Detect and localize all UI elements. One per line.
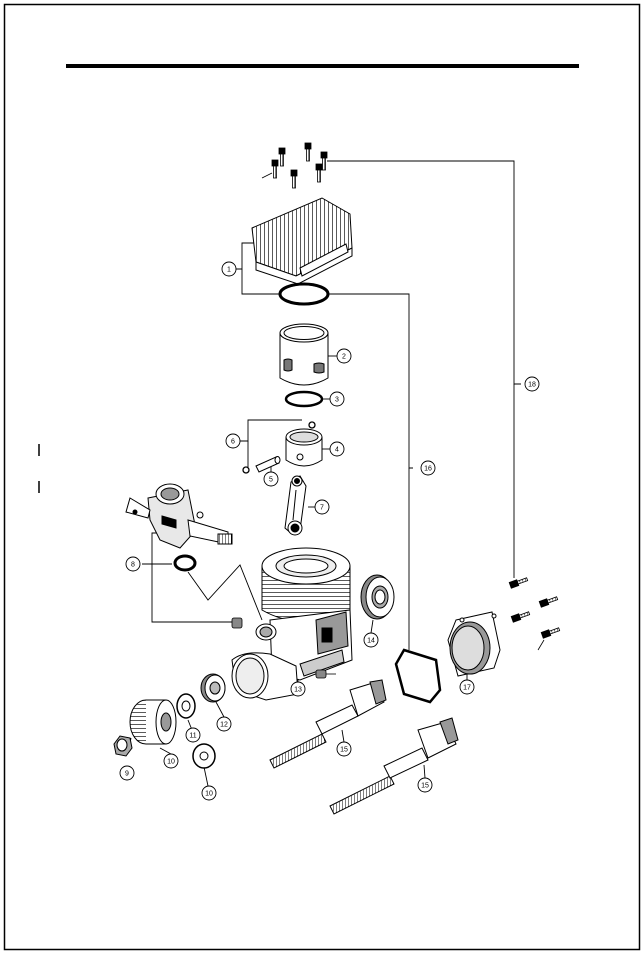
callout-c2 [337, 349, 351, 363]
carburetor [126, 484, 232, 548]
callout-number: 6 [231, 438, 235, 446]
callout-c17 [460, 680, 474, 694]
prop-nut [114, 736, 132, 756]
callout-number: 1 [227, 266, 231, 274]
callout-c3 [330, 392, 344, 406]
callout-c11 [186, 728, 200, 742]
callout-number: 17 [463, 684, 471, 692]
carb-o-ring [175, 556, 195, 570]
page-border [5, 5, 640, 950]
callout-number: 8 [131, 561, 135, 569]
callout-c10b [202, 786, 216, 800]
callout-number: 15 [421, 782, 429, 790]
callout-number: 10 [167, 758, 175, 766]
rear-gasket [396, 650, 440, 702]
callout-c5 [264, 472, 278, 486]
callout-c10a [164, 754, 178, 768]
drive-hub [130, 700, 176, 744]
callout-number: 15 [340, 746, 348, 754]
callout-c14 [364, 633, 378, 647]
callout-number: 18 [528, 381, 536, 389]
callout-c1 [222, 262, 236, 276]
crankshaft-b [330, 718, 458, 814]
piston-pin [256, 457, 280, 473]
thrust-washer [177, 694, 195, 718]
callout-number: 5 [269, 476, 273, 484]
callout-c13 [291, 682, 305, 696]
callout-number: 14 [367, 637, 375, 645]
circlip-top [309, 422, 315, 428]
callout-c12 [217, 717, 231, 731]
callout-c7 [315, 500, 329, 514]
callout-number: 2 [342, 353, 346, 361]
callout-c9 [120, 766, 134, 780]
callout-number: 9 [125, 770, 129, 778]
callout-number: 13 [294, 686, 302, 694]
callout-number: 12 [220, 721, 228, 729]
connecting-rod [285, 476, 306, 535]
callout-c15b [418, 778, 432, 792]
rear-cover [448, 612, 500, 676]
cylinder-head [252, 198, 352, 284]
front-bearing [201, 674, 225, 702]
rear-bearing [361, 575, 394, 619]
rear-cover-screws [509, 576, 560, 650]
head-bolts [262, 143, 327, 188]
callout-c18 [525, 377, 539, 391]
piston [286, 429, 322, 466]
crankcase [232, 548, 352, 700]
callout-c16 [421, 461, 435, 475]
callout-c6 [226, 434, 240, 448]
circlip-bottom [243, 467, 249, 473]
cylinder-liner [280, 324, 328, 385]
callout-number: 10 [205, 790, 213, 798]
callout-number: 11 [189, 732, 197, 740]
callout-c4 [330, 442, 344, 456]
callout-c15a [337, 742, 351, 756]
callout-number: 3 [335, 396, 339, 404]
callout-number: 16 [424, 465, 432, 473]
header-rule [66, 64, 579, 68]
callout-number: 7 [320, 504, 324, 512]
callout-c8 [126, 557, 140, 571]
callout-number: 4 [335, 446, 339, 454]
